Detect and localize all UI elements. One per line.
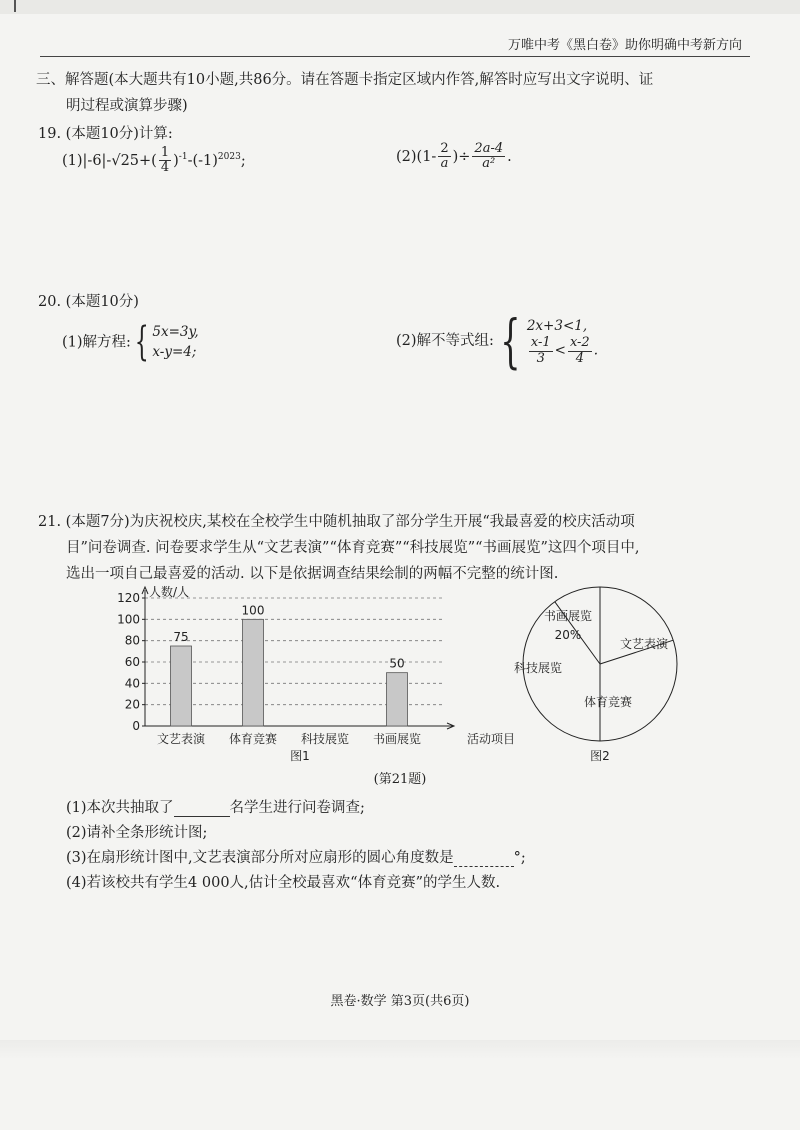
pie-slice-label: 文艺表演 xyxy=(619,637,669,651)
q20-p2-f2-den: 4 xyxy=(575,350,584,366)
q19-p2-f2-den: a² xyxy=(482,156,496,172)
x-tick-label: 文艺表演 xyxy=(156,732,206,746)
q19-part1 xyxy=(62,146,246,176)
pie-percent-label: 20% xyxy=(554,628,582,642)
q21-line3: 选出一项自己最喜爱的活动. 以下是依据调查结果绘制的两幅不完整的统计图. xyxy=(66,566,559,582)
chart-title: 图2 xyxy=(590,749,610,763)
q21-sub3 xyxy=(66,846,526,867)
q19-p1-frac-den: 4 xyxy=(160,160,170,176)
q19-p1-exp: -1 xyxy=(178,151,188,162)
q20-p2-frac1 xyxy=(529,336,553,366)
q19-p1-mid: ) xyxy=(173,152,179,169)
pie-slice-label: 体育竞赛 xyxy=(583,695,633,709)
y-tick-label: 0 xyxy=(132,719,140,733)
q20-part2 xyxy=(396,307,599,375)
left-brace-icon: { xyxy=(134,319,149,366)
q19-p2-fraction1 xyxy=(438,142,450,172)
figure-caption: (第21题) xyxy=(373,772,427,787)
y-tick-label: 60 xyxy=(124,655,140,669)
section-title-line2: 明过程或演算步骤) xyxy=(66,98,188,114)
q19-p1-frac-num: 1 xyxy=(160,145,170,160)
q21-sub2: (2)请补全条形统计图; xyxy=(66,825,208,841)
q19-p2-fraction2 xyxy=(472,142,505,172)
q19-p1-exp2: 2023 xyxy=(217,151,241,162)
bar xyxy=(171,646,192,726)
scan-edge-top xyxy=(0,0,800,14)
q19-p2-prefix: (2)(1- xyxy=(396,148,437,165)
q19-p1-prefix: (1)|-6|-√25+( xyxy=(62,152,157,169)
scan-mark xyxy=(14,0,16,12)
q20-part1 xyxy=(62,319,199,366)
bar-value-label: 75 xyxy=(173,630,189,644)
bar-value-label: 100 xyxy=(241,603,265,618)
q19-p2-f1-den: a xyxy=(440,156,449,172)
q20-p2-eq2 xyxy=(527,336,598,366)
y-tick-label: 40 xyxy=(124,676,140,691)
q20-p2-f2-num: x-2 xyxy=(569,335,590,351)
bar-value-label: 50 xyxy=(389,656,405,671)
q21-sub1 xyxy=(66,796,365,817)
bar-chart xyxy=(110,584,516,764)
y-tick-label: 80 xyxy=(124,633,140,648)
q20-p2-f1-den: 3 xyxy=(536,350,545,366)
page-footer: 黑卷·数学 第3页(共6页) xyxy=(330,994,470,1009)
q20-p1-eq2: x-y=4; xyxy=(152,344,197,361)
q21-sub1-a: (1)本次共抽取了 xyxy=(66,800,174,816)
y-tick-label: 100 xyxy=(117,612,140,627)
x-tick-label: 体育竞赛 xyxy=(228,732,278,746)
header-rule xyxy=(40,56,750,57)
q20-p2-lt: < xyxy=(554,342,566,359)
q21-sub3-a: (3)在扇形统计图中,文艺表演部分所对应扇形的圆心角度数是 xyxy=(66,850,454,866)
q20-p2-eq1: 2x+3<1, xyxy=(526,318,588,335)
q19-p2-mid: )÷ xyxy=(452,148,471,165)
pie-chart xyxy=(510,584,710,764)
chart-title: 图1 xyxy=(290,749,310,763)
q21-line2: 目”问卷调查. 问卷要求学生从“文艺表演”“体育竞赛”“科技展览”“书画展览”这四个项目中, xyxy=(66,540,640,556)
q20-p1-label: (1)解方程: xyxy=(62,334,131,351)
q19-p1-end: ; xyxy=(240,152,246,169)
y-tick-label: 20 xyxy=(124,697,140,712)
pie-slice-label: 科技展览 xyxy=(513,661,563,675)
y-axis-title: 人数/人 xyxy=(149,585,190,599)
answer-blank-3[interactable] xyxy=(454,852,514,867)
section-title-line1: 三、解答题(本大题共有10小题,共86分。请在答题卡指定区域内作答,解答时应写出文字说明、证 xyxy=(36,72,654,88)
q20-p2-system xyxy=(527,316,598,366)
q20-stem: 20. (本题10分) xyxy=(38,294,139,310)
q19-p2-end: . xyxy=(507,148,512,165)
q19-part2 xyxy=(396,142,512,172)
q20-p1-system xyxy=(152,322,198,363)
q21-line1: 21. (本题7分)为庆祝校庆,某校在全校学生中随机抽取了部分学生开展“我最喜爱的校庆活动项 xyxy=(38,514,635,530)
pie-slice-label: 书画展览 xyxy=(543,609,593,623)
answer-blank-1[interactable] xyxy=(174,802,230,817)
q19-stem: 19. (本题10分)计算: xyxy=(38,126,173,142)
q20-p2-label: (2)解不等式组: xyxy=(396,333,494,349)
scan-edge-bottom xyxy=(0,1040,800,1060)
q19-p1-fraction xyxy=(159,146,171,176)
q20-p1-eq1: 5x=3y, xyxy=(152,324,199,340)
q20-p2-f1-num: x-1 xyxy=(530,335,551,351)
x-tick-label: 科技展览 xyxy=(300,732,350,746)
q19-p1-rest: -(-1) xyxy=(187,152,218,169)
x-tick-label: 书画展览 xyxy=(372,732,422,746)
q20-p2-frac2 xyxy=(568,336,592,366)
q19-p2-f2-num: 2a-4 xyxy=(474,141,504,156)
x-axis-title: 活动项目 xyxy=(466,732,516,746)
q21-sub4: (4)若该校共有学生4 000人,估计全校最喜欢“体育竞赛”的学生人数. xyxy=(66,875,501,891)
bar xyxy=(387,673,408,726)
left-brace-icon: { xyxy=(500,307,521,375)
q21-sub1-b: 名学生进行问卷调查; xyxy=(229,800,365,816)
q19-p2-f1-num: 2 xyxy=(440,141,449,156)
page-header: 万唯中考《黑白卷》助你明确中考新方向 xyxy=(507,38,742,53)
bar xyxy=(243,619,264,726)
q20-p2-end: . xyxy=(593,342,599,359)
q21-sub3-b: °; xyxy=(513,850,526,866)
y-tick-label: 120 xyxy=(117,591,140,605)
